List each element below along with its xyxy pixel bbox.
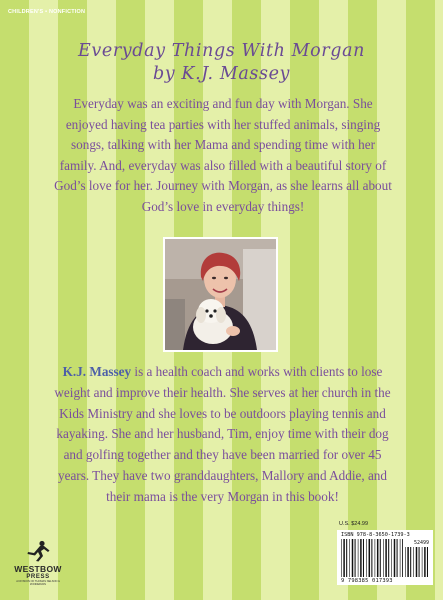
book-blurb: Everyday was an exciting and fun day with Morgan. She enjoyed having tea parties with her stuffed animals, singing songs, talking with her Mama and spending time with her family. And, everyday was also filled with a beautiful story of God’s love for her. Journey with Morgan, as she learns all about God’s love in everyday things! [54, 96, 392, 214]
price-label: U.S. $24.99 [339, 521, 369, 527]
publisher-logo [14, 540, 62, 586]
publisher-press: PRESS [26, 574, 50, 580]
price-code: 52499 [413, 540, 429, 546]
ean-number: 9 798385 017393 [341, 578, 393, 584]
category-label: CHILDREN'S • NONFICTION [8, 9, 86, 15]
book-title [0, 40, 443, 86]
barcode-bars-icon [341, 539, 403, 577]
author-bio [50, 362, 395, 508]
title-line-2: by K.J. Massey [152, 64, 291, 84]
publisher-name: WESTBOW [14, 564, 62, 574]
runner-icon [25, 540, 51, 562]
bio-author-name: K.J. Massey [62, 364, 132, 379]
barcode-addon-bars-icon [405, 547, 429, 577]
title-line-1: Everyday Things With Morgan [78, 41, 365, 61]
publisher-tagline: A DIVISION OF THOMAS NELSON & ZONDERVAN [16, 580, 60, 586]
isbn-text: ISBN 978-8-3650-1739-3 [341, 532, 410, 538]
author-photo [163, 237, 278, 352]
author-portrait-with-dog-icon [165, 239, 276, 350]
barcode [337, 530, 433, 585]
bio-text: is a health coach and works with clients to lose weight and improve their health. She serves at her church in the Kids Ministry and she loves to be outdoors playing tennis and kayaking. She and her husband, Tim, enjoy time with their dog and golfing together and they have been married for over 45 years. They have two granddaughters, Mallory and Addie, and their mama is the very Morgan in this book! [54, 364, 391, 504]
